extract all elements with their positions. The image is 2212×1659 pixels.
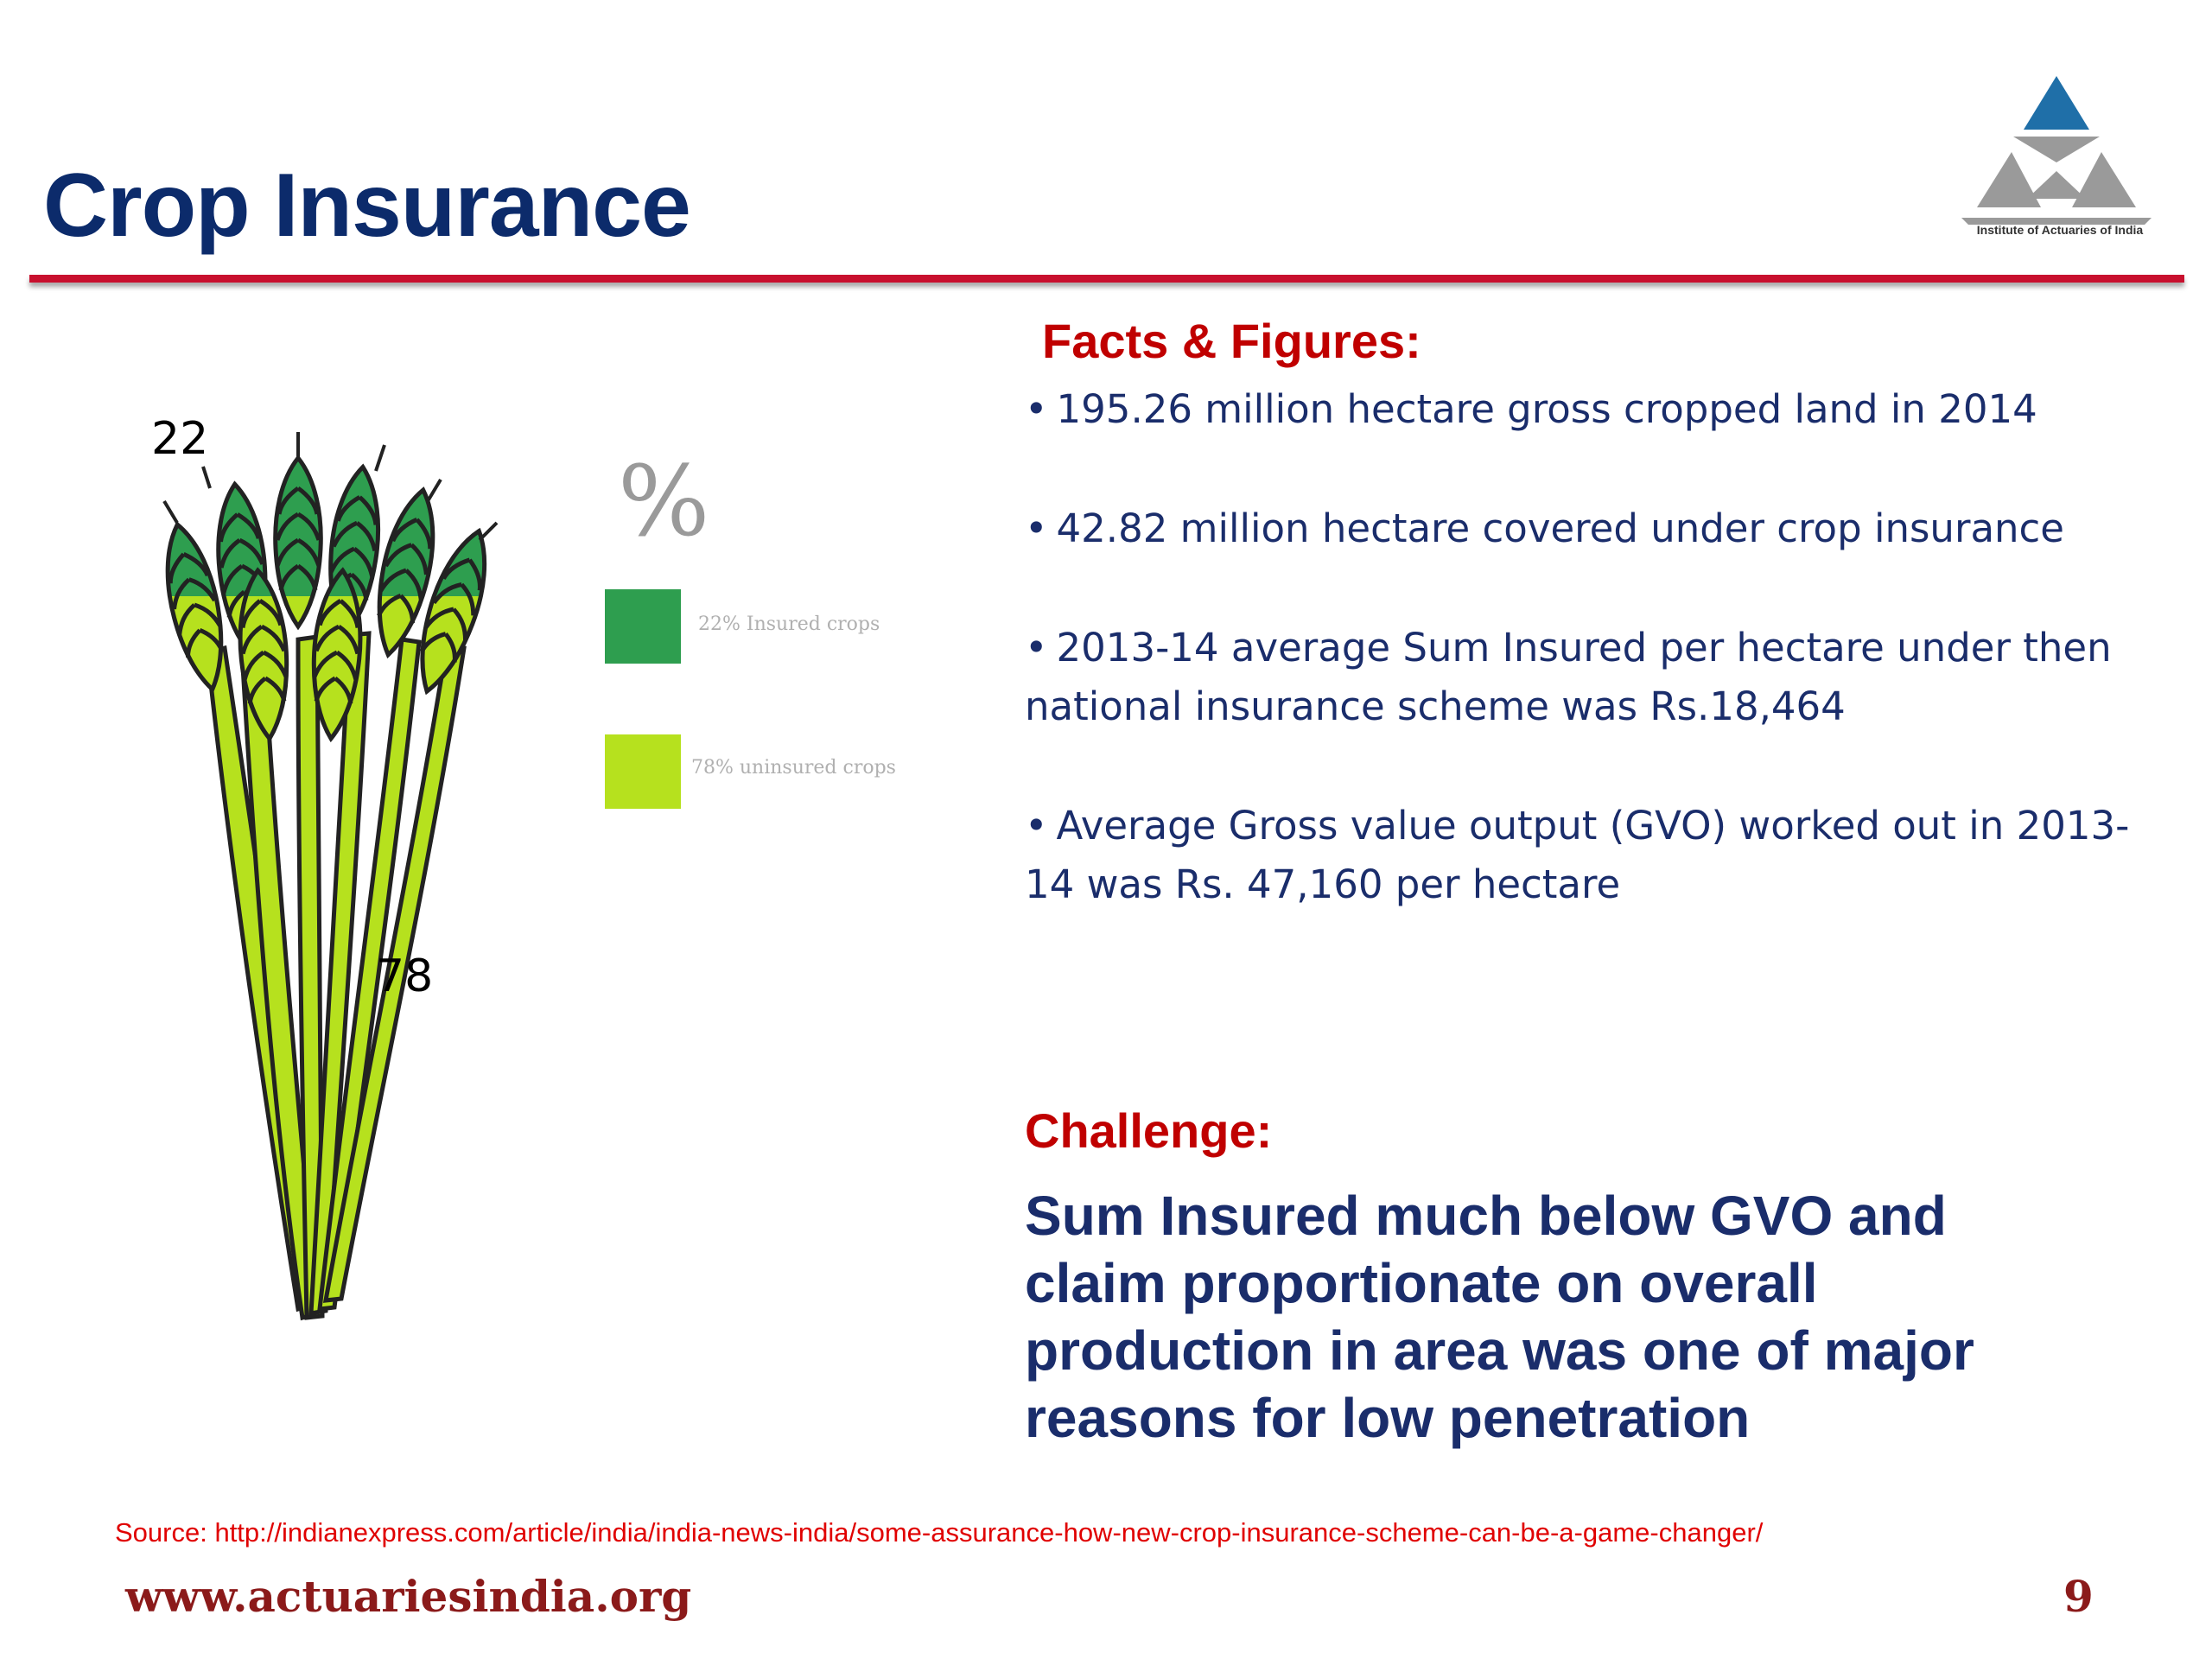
source-citation-link[interactable]: Source: http://indianexpress.com/article/india/india-news-india/some-assurance-how-new-crop-insurance-scheme-can-be-a-game-changer/ (115, 1517, 1764, 1548)
fact-item (1025, 619, 2174, 736)
legend-label-insured: 22% Insured crops (698, 613, 880, 635)
insured-share-label: 22 (151, 413, 209, 465)
wheat-bundle-icon (125, 419, 540, 1322)
facts-heading: Facts & Figures: (1042, 314, 1421, 368)
legend-label-uninsured: 78% uninsured crops (691, 757, 896, 779)
bullet-icon: • (1025, 803, 1048, 849)
bullet-icon: • (1025, 505, 1048, 551)
institute-logo-icon (1944, 69, 2169, 242)
fact-text: Average Gross value output (GVO) worked out in 2013-14 was Rs. 47,160 per hectare (1025, 803, 2130, 907)
challenge-heading: Challenge: (1025, 1103, 1273, 1158)
legend-swatch-uninsured (605, 734, 681, 809)
bullet-icon: • (1025, 386, 1048, 432)
fact-item (1025, 499, 2174, 558)
fact-text: 2013-14 average Sum Insured per hectare under then national insurance scheme was Rs.18,464 (1025, 625, 2112, 729)
uninsured-share-label: 78 (376, 950, 434, 1002)
slide-title: Crop Insurance (43, 156, 690, 256)
fact-text: 195.26 million hectare gross cropped land in 2014 (1056, 386, 2037, 432)
fact-item (1025, 380, 2174, 439)
fact-text: 42.82 million hectare covered under crop insurance (1056, 505, 2064, 551)
website-link[interactable]: www.actuariesindia.org (125, 1571, 692, 1622)
fact-item (1025, 797, 2174, 914)
legend-swatch-insured (605, 589, 681, 664)
page-number: 9 (2063, 1571, 2094, 1622)
challenge-text: Sum Insured much below GVO and claim proportionate on overall production in area was one of major reasons for low penetration (1025, 1185, 1974, 1449)
title-divider (29, 275, 2184, 283)
percent-symbol: % (618, 446, 710, 558)
logo-caption: Institute of Actuaries of India (1976, 223, 2144, 237)
facts-list (1025, 380, 2174, 975)
bullet-icon: • (1025, 625, 1048, 671)
